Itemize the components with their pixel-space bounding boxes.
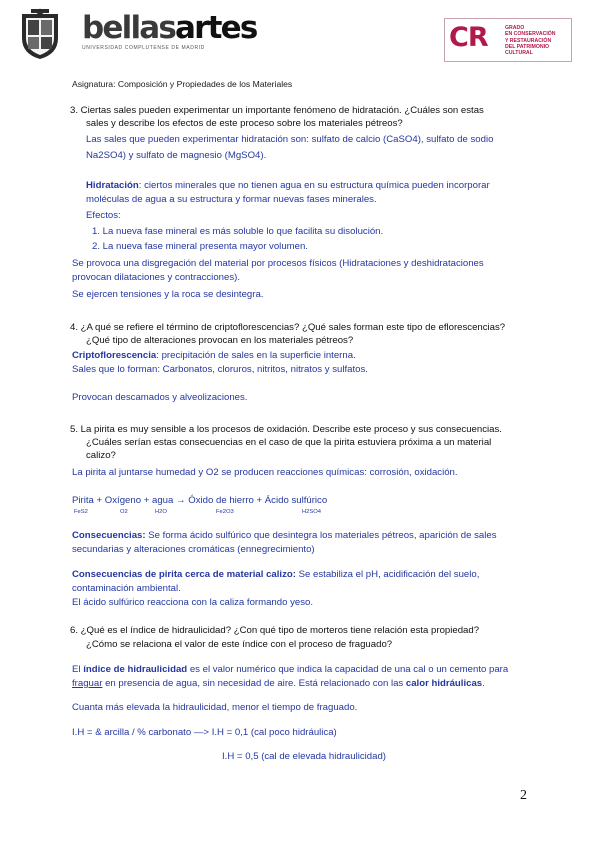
degree-logo-text: GRADO EN CONSERVACIÓN Y RESTAURACIÓN DEL PATRIMONIO CULTURAL (505, 25, 556, 57)
q3-question-line1: 3. Ciertas sales pueden experimentar un importante fenómeno de hidratación. ¿Cuáles son estas (70, 105, 484, 116)
degree-logo-letters: CR (449, 22, 488, 53)
fraguar-link[interactable]: fraguar (72, 678, 103, 689)
q3-conclusion-line3: Se ejercen tensiones y la roca se desintegra. (72, 289, 264, 300)
q6-question-line1: 6. ¿Qué es el índice de hidraulicidad? ¿Con qué tipo de morteros tiene relación esta propiedad? (70, 625, 480, 636)
q4-effects: Provocan descamados y alveolizaciones. (72, 392, 248, 403)
q6-paragraph1: El índice de hidraulicidad es el valor numérico que indica la capacidad de una cal o un cemento para (72, 664, 509, 675)
q4-salts: Sales que lo forman: Carbonatos, cloruros, nitritos, nitratos y sulfatos. (72, 364, 368, 375)
q5-consequences-cont: secundarias y alteraciones cromáticas (ennegrecimiento) (72, 544, 315, 555)
q3-answer-line2: Na2SO4) y sulfato de magnesio (MgSO4). (86, 150, 267, 161)
q6-question-line2: ¿Cómo se relaciona el valor de este índice con el proceso de fraguado? (86, 639, 393, 650)
q4-definition: Criptoflorescencia: precipitación de sales en la superficie interna. (72, 350, 356, 361)
brand-logo (82, 12, 257, 51)
q5-limestone-consequences-line3: El ácido sulfúrico reacciona con la caliza formando yeso. (72, 597, 314, 608)
q3-hydration-definition: Hidratación: ciertos minerales que no tienen agua en su estructura química pueden incorporar (86, 180, 490, 191)
q3-effect-item: 1. La nueva fase mineral es más soluble lo que facilita su disolución. (92, 226, 384, 237)
q3-answer-line1: Las sales que pueden experimentar hidratación son: sulfato de calcio (CaSO4), sulfato de sodio (86, 134, 494, 145)
q3-hydration-definition-cont: moléculas de agua a su estructura y formar nuevas fases minerales. (86, 194, 377, 205)
brand-wordmark: bellasartes (82, 10, 257, 46)
page-number: 2 (520, 788, 527, 803)
q5-consequences: Consecuencias: Se forma ácido sulfúrico que desintegra los materiales pétreos, aparición de sales (72, 530, 497, 541)
q5-limestone-consequences-cont: contaminación ambiental. (72, 583, 181, 594)
brand-subtitle: UNIVERSIDAD COMPLUTENSE DE MADRID (82, 45, 205, 51)
q5-formula: O2 (120, 509, 128, 515)
q5-question-line3: calizo? (86, 450, 116, 461)
q5-formula: H2O (155, 509, 167, 515)
university-seal-logo (18, 8, 62, 60)
q5-limestone-consequences: Consecuencias de pirita cerca de material calizo: Se estabiliza el pH, acidificación del suelo, (72, 569, 480, 580)
q3-question-line2: sales y describe los efectos de este proceso sobre los materiales pétreos? (86, 118, 403, 129)
q5-question-line1: 5. La pirita es muy sensible a los procesos de oxidación. Describe este proceso y sus consecuencias. (70, 424, 502, 435)
q5-formula: H2SO4 (302, 509, 322, 515)
q4-question-line2: ¿Qué tipo de alteraciones provocan en los materiales pétreos? (86, 335, 354, 346)
q5-formula: FeS2 (74, 509, 88, 515)
q4-question-line1: 4. ¿A qué se refiere el término de criptoflorescencias? ¿Qué sales forman este tipo de eflorescencias? (70, 322, 506, 333)
q5-question-line2: ¿Cuáles serían estas consecuencias en el caso de que la pirita estuviera próxima a un material (86, 437, 492, 448)
q3-conclusion-line1: Se provoca una disgregación del material por procesos físicos (Hidrataciones y deshidrataciones (72, 258, 484, 269)
q6-formula1: I.H = & arcilla / % carbonato —> I.H = 0,1 (cal poco hidráulica) (72, 727, 337, 738)
q6-formula2: I.H = 0,5 (cal de elevada hidraulicidad) (222, 751, 386, 762)
q3-effects-label: Efectos: (86, 210, 121, 221)
q6-paragraph1-cont: fraguar en presencia de agua, sin necesidad de aire. Está relacionado con las calor hidráulicas. (72, 678, 485, 689)
degree-logo (444, 18, 572, 62)
q6-paragraph2: Cuanta más elevada la hidraulicidad, menor el tiempo de fraguado. (72, 702, 358, 713)
q3-conclusion-line2: provocan dilataciones y contracciones). (72, 272, 240, 283)
q5-answer-line1: La pirita al juntarse humedad y O2 se producen reacciones químicas: corrosión, oxidación. (72, 467, 458, 478)
q3-effect-item: 2. La nueva fase mineral presenta mayor volumen. (92, 241, 308, 252)
q5-equation: Pirita + Oxígeno + agua → Óxido de hierro + Ácido sulfúrico (72, 495, 328, 506)
subject-line: Asignatura: Composición y Propiedades de los Materiales (72, 79, 293, 89)
q5-formula: Fe2O3 (216, 509, 234, 515)
